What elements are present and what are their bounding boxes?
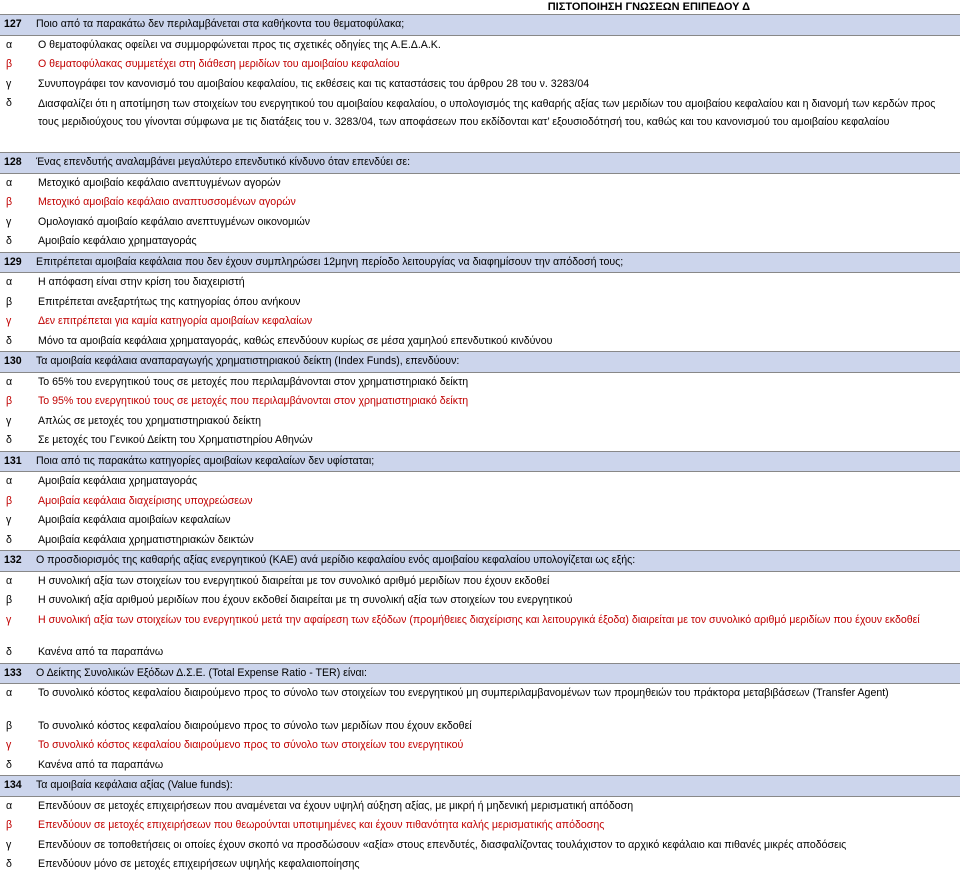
question-row	[0, 663, 960, 685]
answer-text: Σε μετοχές του Γενικού Δείκτη του Χρηματιστηρίου Αθηνών	[38, 434, 313, 446]
question-number: 132	[4, 554, 22, 566]
answer-text: Μετοχικό αμοιβαίο κεφάλαιο αναπτυσσομένων αγορών	[38, 196, 296, 208]
answer-letter: δ	[6, 533, 12, 546]
answer-text: Η συνολική αξία αριθμού μεριδίων που έχουν εκδοθεί διαιρείται με τη συνολική αξία των στοιχείων του ενεργητικού	[38, 594, 573, 606]
question-text: Ποιο από τα παρακάτω δεν περιλαμβάνεται στα καθήκοντα του θεματοφύλακα;	[36, 18, 405, 30]
answer-text: Το συνολικό κόστος κεφαλαίου διαιρούμενο προς το σύνολο των στοιχείων του ενεργητικού	[38, 739, 464, 751]
answer-letter: δ	[6, 235, 12, 247]
answer-text: Ο θεματοφύλακας οφείλει να συμμορφώνεται προς τις σχετικές οδηγίες της Α.Ε.Δ.Α.Κ.	[38, 38, 441, 51]
question-text: Τα αμοιβαία κεφάλαια αναπαραγωγής χρηματιστηριακού δείκτη (Index Funds), επενδύουν:	[36, 355, 460, 367]
answer-row	[0, 611, 960, 631]
question-number: 134	[4, 779, 22, 791]
answer-text: Αμοιβαία κεφάλαια χρηματαγοράς	[38, 475, 198, 487]
answer-text: Επιτρέπεται ανεξαρτήτως της κατηγορίας όπου ανήκουν	[38, 295, 301, 308]
page-header: ΠΙΣΤΟΠΟΙΗΣΗ ΓΝΩΣΕΩΝ ΕΠΙΠΕΔΟΥ Δ	[547, 1, 750, 13]
answer-text: Αμοιβαία κεφάλαια χρηματιστηριακών δεικτών	[38, 533, 254, 546]
answer-letter: β	[6, 196, 13, 208]
question-text: Ο Δείκτης Συνολικών Εξόδων Δ.Σ.Ε. (Total Expense Ratio - TER) είναι:	[36, 666, 367, 679]
answer-row	[0, 472, 960, 492]
answer-letter: γ	[6, 315, 12, 327]
answer-text: Το συνολικό κόστος κεφαλαίου διαιρούμενο προς το σύνολο των μεριδίων που έχουν εκδοθεί	[38, 719, 472, 732]
answer-text: Η απόφαση είναι στην κρίση του διαχειριστή	[38, 276, 245, 288]
answer-row	[0, 312, 960, 332]
question-row	[0, 351, 960, 373]
question-number: 131	[4, 454, 22, 467]
answer-text: Συνυπογράφει τον κανονισμό του αμοιβαίου κεφαλαίου, τις εκθέσεις και τις καταστάσεις του άρθρου 28 του ν. 3283/04	[38, 77, 590, 90]
question-row	[0, 14, 960, 36]
question-text: Τα αμοιβαία κεφάλαια αξίας (Value funds):	[36, 779, 233, 791]
question-number: 133	[4, 666, 22, 679]
answer-row	[0, 213, 960, 233]
question-text: Ποια από τις παρακάτω κατηγορίες αμοιβαίων κεφαλαίων δεν υφίσταται;	[36, 454, 375, 467]
answer-row	[0, 36, 960, 56]
answer-letter: δ	[6, 434, 12, 446]
answer-row	[0, 591, 960, 611]
answer-row	[0, 643, 960, 663]
question-row	[0, 152, 960, 174]
answer-row	[0, 94, 960, 131]
question-number: 127	[4, 18, 22, 30]
question-text: Επιτρέπεται αμοιβαία κεφάλαια που δεν έχουν συμπληρώσει 12μηνη περίοδο λειτουργίας να διαφημίσουν την απόδοσή τους;	[36, 255, 624, 268]
answer-row	[0, 756, 960, 776]
answer-text: Μόνο τα αμοιβαία κεφάλαια χρηματαγοράς, καθώς επενδύουν κυρίως σε μέσα χαμηλού επενδυτικού κινδύνου	[38, 334, 553, 347]
answer-row	[0, 572, 960, 592]
answer-row	[0, 836, 960, 856]
answer-text: Το 65% του ενεργητικού τους σε μετοχές που περιλαμβάνονται στον χρηματιστηριακό δείκτη	[38, 375, 469, 388]
answer-letter: α	[6, 375, 13, 388]
answer-row	[0, 511, 960, 531]
answer-letter: α	[6, 687, 13, 699]
answer-row	[0, 492, 960, 512]
question-number: 128	[4, 156, 22, 168]
answer-row	[0, 797, 960, 817]
answer-text: Επενδύουν σε μετοχές επιχειρήσεων που αναμένεται να έχουν υψηλή αύξηση αξίας, με μικρή ή μηδενική μερισματική απόδοση	[38, 799, 634, 812]
answer-letter: α	[6, 176, 13, 189]
answer-text: Ομολογιακό αμοιβαίο κεφάλαιο ανεπτυγμένων οικονομιών	[38, 215, 311, 228]
answer-text: Κανένα από τα παραπάνω	[38, 646, 164, 658]
answer-text: Επενδύουν σε μετοχές επιχειρήσεων που θεωρούνται υποτιμημένες και έχουν πιθανότητα καλής μερισματικής απόδοσης	[38, 819, 605, 831]
answer-letter: γ	[6, 514, 12, 526]
answer-letter: δ	[6, 97, 12, 109]
answer-letter: β	[6, 395, 13, 407]
answer-letter: β	[6, 58, 13, 70]
answer-letter: β	[6, 719, 13, 732]
answer-row	[0, 392, 960, 412]
blank-gap	[0, 630, 960, 643]
answer-letter: α	[6, 799, 13, 812]
answer-text: Το 95% του ενεργητικού τους σε μετοχές που περιλαμβάνονται στον χρηματιστηριακό δείκτη	[38, 395, 469, 407]
answer-text: Επενδύουν μόνο σε μετοχές επιχειρήσεων υψηλής κεφαλαιοποίησης	[38, 858, 360, 870]
answer-letter: α	[6, 38, 13, 51]
answer-row	[0, 412, 960, 432]
answer-row	[0, 193, 960, 213]
answer-row	[0, 174, 960, 194]
answer-letter: β	[6, 594, 13, 606]
answer-row	[0, 373, 960, 393]
answer-row	[0, 717, 960, 737]
answer-row	[0, 232, 960, 252]
answer-text: Αμοιβαία κεφάλαια αμοιβαίων κεφαλαίων	[38, 514, 231, 526]
question-list	[0, 14, 960, 875]
answer-letter: γ	[6, 613, 12, 626]
answer-text: Δεν επιτρέπεται για καμία κατηγορία αμοιβαίων κεφαλαίων	[38, 315, 313, 327]
answer-letter: α	[6, 276, 13, 288]
answer-text: Αμοιβαίο κεφάλαιο χρηματαγοράς	[38, 235, 197, 247]
answer-text: Διασφαλίζει ότι η αποτίμηση των στοιχείων του ενεργητικού του αμοιβαίου κεφαλαίου, ο υπολογισμός της καθαρής αξίας των μεριδίων του αμοιβαίου κεφαλαίου και η διανομή των κερδών προς τους μεριδιούχους του γίνονται σύμφωνα με τις διατάξεις του ν. 3283/04, των αποφάσεων που εκδίδονται κατ’ εξουσιοδότησή του, καθώς και του κανονισμού του αμοιβαίου κεφαλαίου	[38, 98, 936, 128]
answer-letter: δ	[6, 334, 12, 347]
question-row	[0, 451, 960, 473]
answer-letter: γ	[6, 77, 12, 90]
question-text: Ο προσδιορισμός της καθαρής αξίας ενεργητικού (ΚΑΕ) ανά μερίδιο κεφαλαίου ενός αμοιβαίου κεφαλαίου υπολογίζεται ως εξής:	[36, 554, 636, 566]
answer-row	[0, 55, 960, 75]
answer-letter: γ	[6, 739, 12, 751]
answer-letter: γ	[6, 215, 12, 228]
answer-row	[0, 684, 960, 704]
question-number: 129	[4, 255, 22, 268]
answer-row	[0, 332, 960, 352]
answer-letter: β	[6, 819, 13, 831]
blank-gap	[0, 704, 960, 717]
answer-row	[0, 816, 960, 836]
answer-row	[0, 75, 960, 95]
answer-letter: δ	[6, 646, 12, 658]
answer-letter: α	[6, 475, 13, 487]
answer-text: Επενδύουν σε τοποθετήσεις οι οποίες έχουν σκοπό να προσδώσουν «αξία» στους επενδυτές, διασφαλίζοντας τουλάχιστον το αρχικό κεφάλαιο και πιθανές μικρές αποδόσεις	[38, 838, 847, 851]
answer-text: Μετοχικό αμοιβαίο κεφάλαιο ανεπτυγμένων αγορών	[38, 176, 281, 189]
answer-letter: β	[6, 295, 13, 308]
answer-row	[0, 736, 960, 756]
answer-text: Η συνολική αξία των στοιχείων του ενεργητικού μετά την αφαίρεση των εξόδων (προμήθειες διαχείρισης και λειτουργικά έξοδα) διαιρείται με τον συνολικό αριθμό μεριδίων που έχουν εκδοθεί	[38, 613, 920, 626]
question-row	[0, 252, 960, 274]
section-gap	[0, 131, 960, 152]
answer-row	[0, 273, 960, 293]
answer-text: Η συνολική αξία των στοιχείων του ενεργητικού διαιρείται με τον συνολικό αριθμό μεριδίων που έχουν εκδοθεί	[38, 574, 550, 587]
answer-row	[0, 293, 960, 313]
answer-text: Ο θεματοφύλακας συμμετέχει στη διάθεση μεριδίων του αμοιβαίου κεφαλαίου	[38, 58, 400, 70]
answer-letter: γ	[6, 414, 12, 427]
answer-letter: γ	[6, 838, 12, 851]
question-text: Ένας επενδυτής αναλαμβάνει μεγαλύτερο επενδυτικό κίνδυνο όταν επενδύει σε:	[36, 156, 411, 168]
answer-text: Απλώς σε μετοχές του χρηματιστηριακού δείκτη	[38, 414, 262, 427]
answer-text: Αμοιβαία κεφάλαια διαχείρισης υποχρεώσεων	[38, 494, 253, 507]
question-number: 130	[4, 355, 22, 367]
question-row	[0, 775, 960, 797]
answer-text: Το συνολικό κόστος κεφαλαίου διαιρούμενο προς το σύνολο των στοιχείων του ενεργητικού μη συμπεριλαμβανομένων των προμηθειών του πράκτορα μεταβιβάσεων (Transfer Agent)	[38, 687, 889, 699]
answer-letter: α	[6, 574, 13, 587]
answer-row	[0, 531, 960, 551]
answer-row	[0, 855, 960, 875]
question-row	[0, 550, 960, 572]
answer-row	[0, 431, 960, 451]
answer-letter: β	[6, 494, 13, 507]
answer-letter: δ	[6, 858, 12, 870]
answer-text: Κανένα από τα παραπάνω	[38, 758, 164, 771]
answer-letter: δ	[6, 758, 12, 771]
